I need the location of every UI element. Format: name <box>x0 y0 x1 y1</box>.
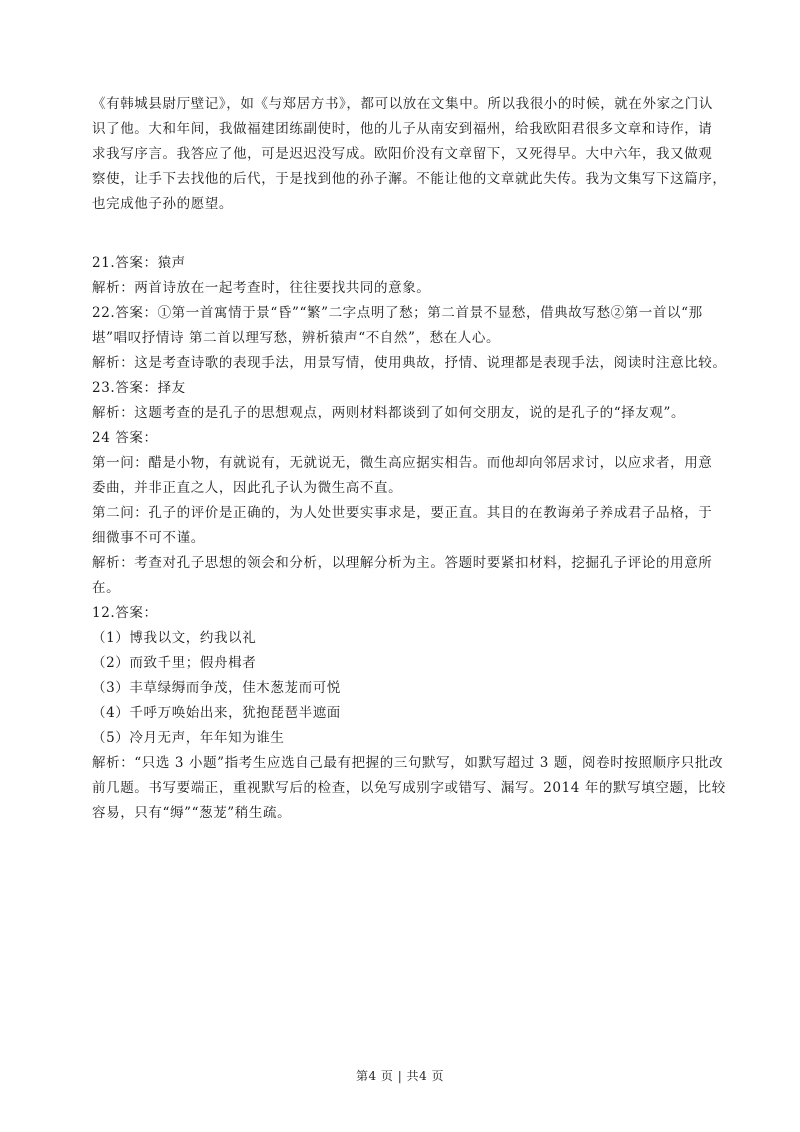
answer-24-q1-continuation: 委曲，并非正直之人，因此孔子认为微生高不直。 <box>92 480 403 496</box>
answer-12-item-2: （2）而致千里；假舟楫者 <box>92 655 257 671</box>
page-footer <box>0 1067 800 1084</box>
answer-23-heading: 23.答案：择友 <box>92 380 186 396</box>
answer-21-heading: 21.答案：猿声 <box>92 255 186 271</box>
answer-22-continuation: 堪”唱叹抒情诗 第二首以理写愁，辨析猿声“不自然”，愁在人心。 <box>92 330 501 346</box>
answers-section <box>92 251 727 826</box>
text-line: 求我写序言。我答应了他，可是迟迟没写成。欧阳价没有文章留下，又死得早。大中六年，我又做观 <box>92 146 713 162</box>
answer-12-analysis-end: 容易，只有“缛”“葱茏”稍生疏。 <box>92 805 292 821</box>
answer-23-analysis: 解析：这题考查的是孔子的思想观点，两则材料都谈到了如何交朋友，说的是孔子的“择友观”。 <box>92 405 686 421</box>
answer-12-item-5: （5）冷月无声，年年知为谁生 <box>92 730 285 746</box>
answer-12-item-3: （3）丰草绿缛而争茂，佳木葱茏而可悦 <box>92 680 341 696</box>
answer-12-heading: 12.答案： <box>92 605 158 621</box>
answer-12-item-1: （1）博我以文，约我以礼 <box>92 630 257 646</box>
section-spacer <box>92 217 714 251</box>
text-line: 察使，让手下去找他的后代，于是找到他的孙子澥。不能让他的文章就此失传。我为文集写下这篇序， <box>92 171 727 187</box>
answer-24-q1: 第一问：醋是小物，有就说有，无就说无，微生高应据实相告。而他却向邻居求讨，以应求者，用意 <box>92 455 713 471</box>
page-number-label: 第4 页 | 共4 页 <box>355 1069 445 1083</box>
answer-12-item-4: （4）千呼万唤始出来，犹抱琵琶半遮面 <box>92 705 341 721</box>
answer-22-heading: 22.答案：①第一首寓情于景“昏”“繁”二字点明了愁；第二首景不显愁，借典故写愁②第一首以“那 <box>92 305 703 321</box>
answer-12-analysis: 解析：“只选 3 小题”指考生应选自己最有把握的三句默写，如默写超过 3 题，阅卷时按照顺序只批改 <box>92 755 724 771</box>
intro-paragraph <box>92 92 727 217</box>
text-line: 《有韩城县尉厅壁记》，如《与郑居方书》，都可以放在文集中。所以我很小的时候，就在外家之门认 <box>92 96 713 112</box>
text-line: 也完成他子孙的愿望。 <box>92 196 233 212</box>
answer-24-q2: 第二问：孔子的评价是正确的，为人处世要实事求是，要正直。其目的在教诲弟子养成君子品格，于 <box>92 505 713 521</box>
answer-24-analysis-continuation: 在。 <box>92 580 121 596</box>
answer-22-analysis: 解析：这是考查诗歌的表现手法，用景写情，使用典故，抒情、说理都是表现手法，阅读时注意比较。 <box>92 355 727 371</box>
answer-24-q2-continuation: 细微事不可不谨。 <box>92 530 205 546</box>
answer-24-heading: 24 答案： <box>92 430 158 446</box>
answer-21-analysis: 解析：两首诗放在一起考查时，往往要找共同的意象。 <box>92 280 431 296</box>
answer-24-analysis: 解析：考查对孔子思想的领会和分析，以理解分析为主。答题时要紧扣材料，挖掘孔子评论的用意所 <box>92 555 713 571</box>
text-line: 识了他。大和年间，我做福建团练副使时，他的儿子从南安到福州，给我欧阳君很多文章和诗作，请 <box>92 121 713 137</box>
page-content <box>92 92 727 826</box>
answer-12-analysis-continuation: 前几题。书写要端正，重视默写后的检查，以免写成别字或错写、漏写。2014 年的默写填空题，比较 <box>92 780 726 796</box>
